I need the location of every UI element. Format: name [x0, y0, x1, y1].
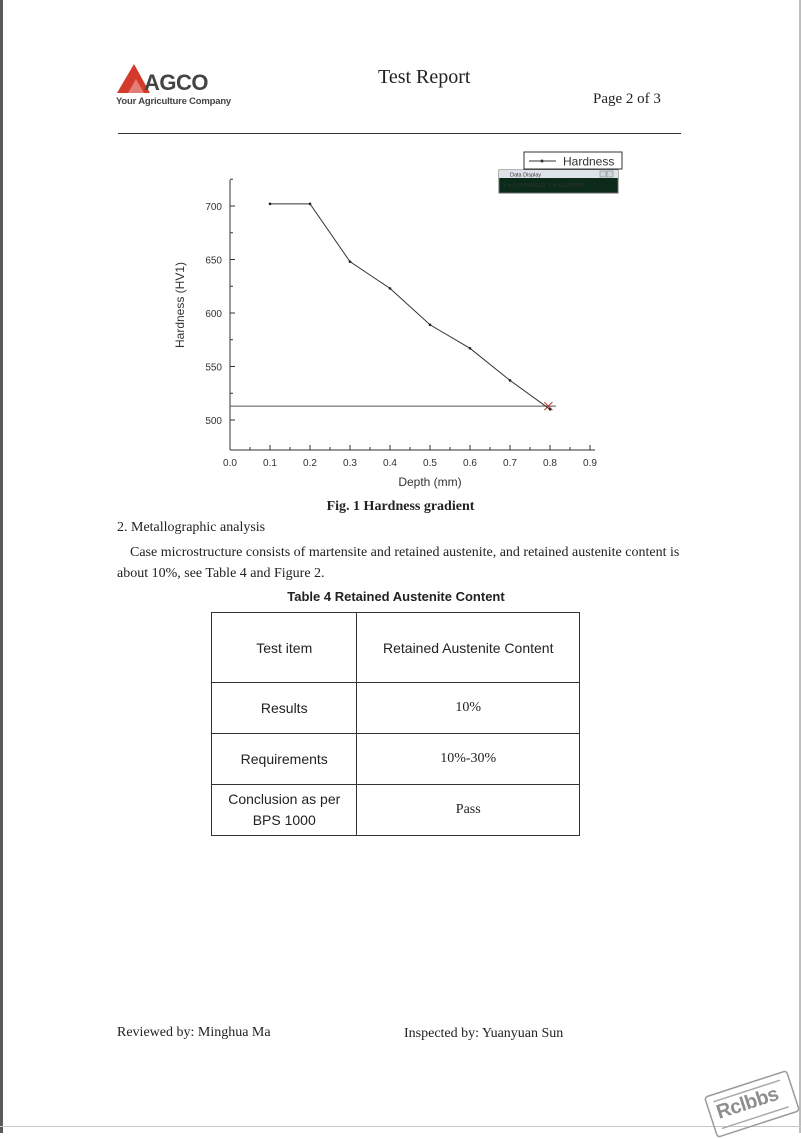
- document-title: Test Report: [378, 66, 471, 88]
- table-caption: Table 4 Retained Austenite Content: [287, 589, 505, 604]
- data-point: [389, 287, 392, 290]
- table-row: [212, 734, 580, 785]
- table-cell-label-line1: Conclusion as per: [228, 791, 341, 807]
- watermark-text: Rclbbs: [713, 1083, 782, 1124]
- inspected-by: Inspected by: Yuanyuan Sun: [404, 1026, 564, 1041]
- table-header-test-item: Test item: [212, 613, 357, 683]
- data-point: [269, 203, 272, 206]
- x-tick-label: 0.4: [383, 458, 397, 469]
- table-header-content: Retained Austenite Content: [357, 613, 580, 683]
- x-axis-label: Depth (mm): [398, 475, 462, 489]
- y-tick-label: 650: [205, 255, 222, 267]
- x-tick-label: 0.0: [223, 458, 237, 469]
- legend: [524, 152, 622, 169]
- data-point: [549, 408, 552, 411]
- x-tick-label: 0.9: [583, 458, 597, 469]
- table-cell-label: Results: [212, 683, 357, 734]
- agco-logo: [114, 62, 234, 112]
- page-edge-left: [0, 0, 3, 1133]
- x-tick-label: 0.1: [263, 458, 277, 469]
- table-cell-label: [212, 785, 357, 836]
- table-cell-label: Requirements: [212, 734, 357, 785]
- y-tick-label: 600: [205, 309, 222, 320]
- x-tick-label: 0.6: [463, 458, 477, 469]
- x-tick-label: 0.2: [303, 458, 317, 469]
- data-point: [349, 260, 352, 263]
- logo-text: AGCO: [144, 70, 208, 95]
- figure-caption: Fig. 1 Hardness gradient: [326, 499, 475, 514]
- data-point: [429, 323, 432, 326]
- x-axis-ticks: [223, 445, 597, 469]
- data-display-minimize-icon[interactable]: [607, 171, 613, 177]
- table-cell-value: 10%-30%: [357, 734, 580, 785]
- table-cell-value: Pass: [357, 785, 580, 836]
- reviewed-by: Reviewed by: Minghua Ma: [117, 1025, 271, 1040]
- x-tick-label: 0.7: [503, 458, 517, 469]
- page-edge-bottom: [0, 1126, 801, 1127]
- y-tick-label: 700: [205, 202, 222, 213]
- data-display-window: [499, 170, 618, 193]
- legend-label: Hardness: [563, 154, 615, 169]
- logo-tagline: Your Agriculture Company: [116, 96, 232, 107]
- reference-line-group: [230, 402, 556, 410]
- section-heading: 2. Metallographic analysis: [117, 520, 266, 535]
- chart-axes: [230, 180, 595, 450]
- y-tick-label: 550: [205, 362, 222, 374]
- x-tick-label: 0.5: [423, 458, 437, 469]
- header-rule: [118, 133, 681, 134]
- section-paragraph: Case microstructure consists of martensite and retained austenite, and retained austenite content is about 10%, see Table 4 and Figure 2.: [117, 545, 680, 581]
- retained-austenite-table: [211, 612, 580, 836]
- data-point: [509, 379, 512, 382]
- table-cell-label-line2: BPS 1000: [252, 812, 316, 828]
- hardness-chart: [160, 150, 640, 495]
- table-row: [212, 683, 580, 734]
- y-axis-label: Hardness (HV1): [173, 261, 187, 349]
- series-group: [269, 203, 552, 411]
- watermark-stamp: [703, 1069, 800, 1138]
- table-row: [212, 785, 580, 836]
- data-display-readout: X = 0.796066263, Y = 513.26507: [503, 183, 584, 189]
- page-number: Page 2 of 3: [593, 91, 661, 107]
- y-tick-label: 500: [205, 416, 222, 427]
- table-header-row: [212, 613, 580, 683]
- data-point: [309, 203, 312, 206]
- x-tick-label: 0.8: [543, 458, 557, 469]
- series-line-hardness: [270, 204, 550, 409]
- data-display-title: Data Display: [510, 172, 542, 179]
- data-point: [469, 347, 472, 350]
- x-tick-label: 0.3: [343, 458, 357, 469]
- data-display-close-icon[interactable]: [600, 171, 606, 177]
- y-axis-ticks: [205, 179, 235, 427]
- table-cell-value: 10%: [357, 683, 580, 734]
